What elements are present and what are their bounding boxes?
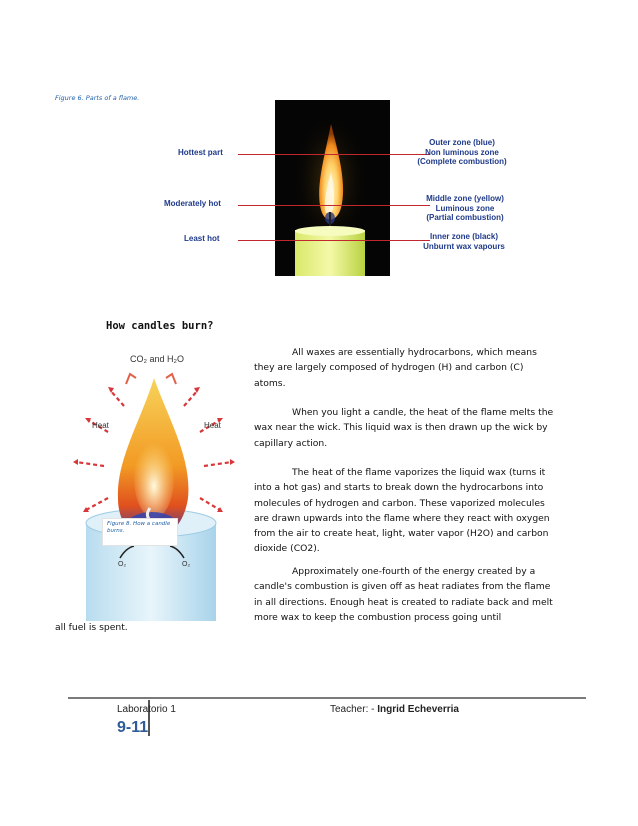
label-outer-zone — [412, 138, 512, 167]
candle-flame-illustration — [275, 100, 390, 276]
co2-h2o-label: CO₂ and H₂O — [130, 354, 185, 364]
paragraph-energy: Approximately one-fourth of the energy created by a candle's combustion is given off as heat radiates from the flame in all directions. Enough heat is created to radiate back and melt more wax to keep the combustion process going until — [254, 566, 553, 623]
o2-left-label: O₂ — [118, 561, 127, 568]
candle-burn-illustration — [64, 348, 240, 624]
candle-burn-figure — [64, 348, 240, 624]
figure8-caption: Figure 8. How a candle burns. — [102, 518, 178, 546]
middle-zone-line2: Luminous zone — [435, 203, 495, 213]
label-hottest-part: Hottest part — [178, 148, 223, 157]
heat-right-label: Heat — [204, 421, 221, 430]
middle-zone-line1: Middle zone (yellow) — [426, 194, 504, 203]
inner-zone-line1: Inner zone (black) — [429, 232, 498, 241]
outer-zone-line1: Outer zone (blue) — [429, 138, 495, 147]
label-least-hot: Least hot — [184, 234, 220, 243]
pointer-line-hottest — [238, 154, 366, 155]
outer-zone-line2: Non luminous zone — [425, 147, 499, 157]
teacher-prefix: Teacher: - — [330, 704, 378, 715]
o2-right-label: O₂ — [182, 561, 191, 568]
heat-left-label: Heat — [92, 421, 109, 430]
inner-zone-line2: Unburnt wax vapours — [423, 241, 505, 251]
footer-grade: 9-11 — [117, 719, 149, 736]
footer-divider — [68, 697, 586, 699]
label-moderately-hot: Moderately hot — [164, 199, 221, 208]
paragraph-waxes: All waxes are essentially hydrocarbons, which means they are largely composed of hydrogen (H) and carbon (C) atoms. — [254, 347, 537, 389]
label-inner-zone — [414, 232, 514, 251]
teacher-name: Ingrid Echeverria — [377, 704, 459, 715]
paragraph-lighting: When you light a candle, the heat of the flame melts the wax near the wick. This liquid wax is then drawn up the wick by capillary action. — [254, 407, 554, 449]
candle-flame-photo — [275, 100, 390, 276]
outer-zone-line3: (Complete combustion) — [417, 157, 507, 167]
footer-teacher — [330, 704, 459, 715]
middle-zone-line3: (Partial combustion) — [426, 213, 504, 223]
figure6-caption: Figure 6. Parts of a flame. — [55, 94, 140, 102]
paragraph-energy-tail: all fuel is spent. — [55, 622, 128, 633]
footer-lab-name: Laboratorio 1 — [117, 704, 176, 715]
label-middle-zone — [415, 194, 515, 223]
flame-parts-figure — [160, 98, 510, 278]
section-heading: How candles burn? — [106, 320, 214, 332]
paragraph-vaporizing: The heat of the flame vaporizes the liquid wax (turns it into a hot gas) and starts to break down the hydrocarbons into molecules of hydrogen and carbon. These vaporized molecules are drawn upwards into the flame where they react with oxygen from the air to create heat, light, water vapor (H2O) and carbon dioxide (CO2). — [254, 467, 550, 555]
